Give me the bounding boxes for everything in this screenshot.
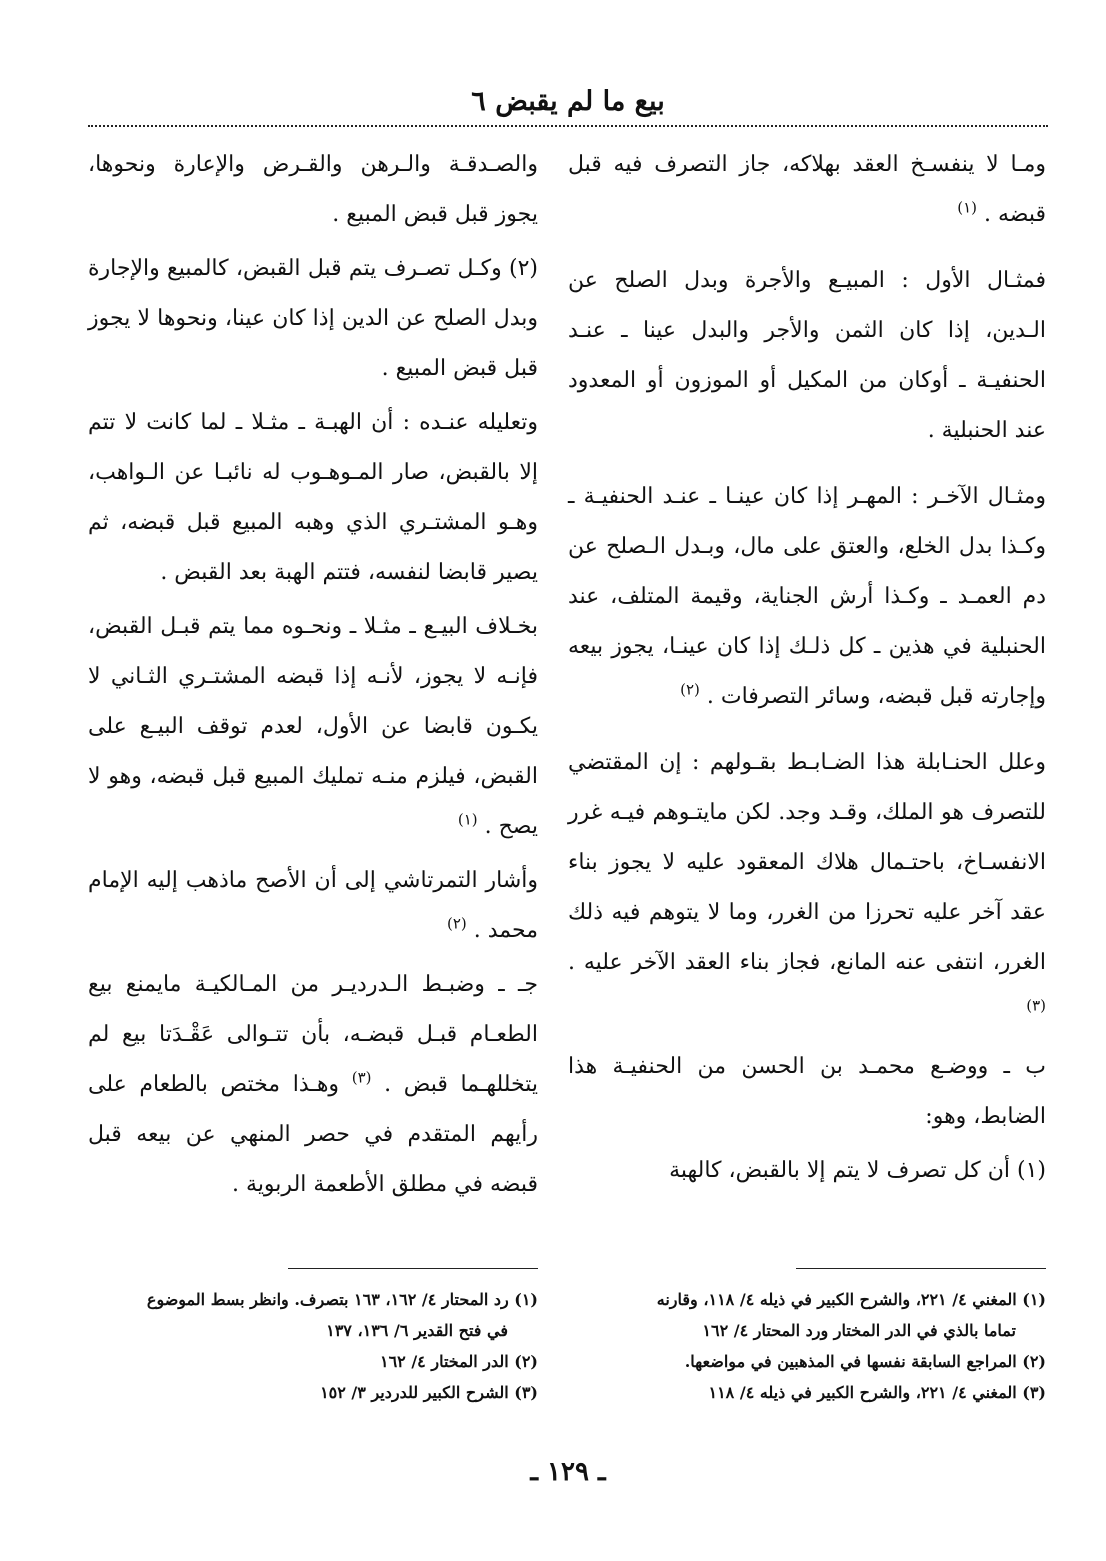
- paragraph: (١) أن كل تصرف لا يتم إلا بالقبض، كالهبة: [669, 1158, 1046, 1183]
- paragraph: وأشار التمرتاشي إلى أن الأصح ماذهب إليه الإمام محمد . $^{(٢)}$: [88, 868, 538, 943]
- footnote-ref: (١): [457, 810, 478, 829]
- paragraph: ب ـ ووضـع محمـد بن الحسن من الحنفيـة هذا الضابط، وهو:: [568, 1054, 1046, 1129]
- paragraph: ومـا لا ينفسـخ العقد بهلاكه، جاز التصرف فيه قبل قبضه . $^{(١)}$: [568, 152, 1046, 227]
- left-footnotes: [88, 1284, 538, 1408]
- footnote-continuation: تماما بالذي في الدر المختار ورد المحتار ٤/ ١٦٢: [702, 1321, 1016, 1340]
- running-header: بيع ما لم يقبض ٦: [471, 86, 665, 117]
- footnote-separator: [288, 1268, 538, 1269]
- header-dotted-rule: [88, 125, 1048, 127]
- paragraph: وعلل الحنـابلة هذا الضـابـط بقـولهم : إن المقتضي للتصرف هو الملك، وقـد وجد. لكن مايتـوهم فيـه غرر الانفسـاخ، باحتـمال هلاك المعقود عليه لا يجوز بناء عقد آخر عليه تحرزا من الغرر، وما لا يتوهم فيه ذلك الغرر، انتفى عنه المانع، فجاز بناء العقد الآخر عليه . $^{(٣)}$: [568, 750, 1046, 1015]
- footnote: (١) رد المحتار ٤/ ١٦٢، ١٦٣ بتصرف. وانظر بسط الموضوع: [146, 1290, 538, 1309]
- footnote: (٣) المغني ٤/ ٢٢١، والشرح الكبير في ذيله ٤/ ١١٨: [708, 1383, 1046, 1402]
- footnote: (٣) الشرح الكبير للدردير ٣/ ١٥٢: [320, 1383, 538, 1402]
- footnote: (١) المغني ٤/ ٢٢١، والشرح الكبير في ذيله ٤/ ١١٨، وقارنه: [656, 1290, 1046, 1309]
- paragraph: بخـلاف البيـع ـ مثـلا ـ ونحـوه مما يتم قبـل القبض، فإنـه لا يجوز، لأنـه إذا قبضه المشتـري الثـاني لا يكـون قابضا عن الأول، لعدم توقف البيـع على القبض، فيلزم منـه تمليك المبيع قبل قبضه، وهو لا يصح . $^{(١)}$: [88, 614, 538, 839]
- paragraph: جـ ـ وضبـط الـدرديـر من المـالكيـة مايمنع بيع الطعـام قبـل قبضـه، بأن تتـوالى عَقْـدَتا بيع لم يتخللهـما قبض . $^{(٣)}$ وهـذا مختص بالطعام على رأيهم المتقدم في حصر المنهي عن بيعه قبل قبضه في مطلق الأطعمة الربوية .: [88, 972, 539, 1197]
- paragraph: (٢) وكـل تصـرف يتم قبل القبض، كالمبيع والإجارة وبدل الصلح عن الدين إذا كان عينا، ونحوها لا يجوز قبل قبض المبيع .: [88, 256, 538, 381]
- footnote-ref: (٢): [680, 680, 700, 699]
- paragraph: ومثـال الآخـر : المهـر إذا كان عينـا ـ عنـد الحنفيـة ـ وكـذا بدل الخلع، والعتق على مال، وبـدل الـصلح عن دم العمـد ـ وكـذا أرش الجناية، وقيمة المتلف، عند الحنبلية في هذين ـ كل ذلـك إذا كان عينـا، يجوز بيعه وإجارته قبل قبضه، وسائر التصرفات . $^{(٢)}$: [568, 484, 1046, 709]
- left-text-column: [88, 140, 538, 1210]
- page-number: ـ ١٢٩ ـ: [530, 1457, 606, 1487]
- right-footnotes: [568, 1284, 1046, 1408]
- paragraph: وتعليله عنـده : أن الهبـة ـ مثـلا ـ لما كانت لا تتم إلا بالقبض، صار المـوهـوب له نائبـا عن الـواهب، وهـو المشتـري الذي وهبه المبيع قبل قبضه، ثم يصير قابضا لنفسه، فتتم الهبة بعد القبض .: [88, 410, 538, 585]
- right-text-column: [568, 140, 1046, 1196]
- paragraph: والصـدقـة والـرهن والقـرض والإعارة ونحوها، يجوز قبل قبض المبيع .: [88, 152, 538, 227]
- footnote-separator: [796, 1268, 1046, 1269]
- footnote-ref: (٣): [1026, 996, 1046, 1015]
- footnote: (٢) الدر المختار ٤/ ١٦٢: [379, 1352, 538, 1371]
- footnote-ref: (١): [957, 198, 977, 217]
- footnote-continuation: في فتح القدير ٦/ ١٣٦، ١٣٧: [326, 1321, 508, 1340]
- footnote: (٢) المراجع السابقة نفسها في المذهبين في مواضعها.: [684, 1352, 1046, 1371]
- footnote-ref: (٢): [446, 914, 467, 933]
- paragraph: فمثـال الأول : المبيـع والأجرة وبدل الصلح عن الـدين، إذا كان الثمن والأجر والبدل عينا ـ عنـد الحنفيـة ـ أوكان من المكيل أو الموزون أو المعدود عند الحنبلية .: [568, 268, 1046, 443]
- footnote-ref: (٣): [351, 1068, 372, 1087]
